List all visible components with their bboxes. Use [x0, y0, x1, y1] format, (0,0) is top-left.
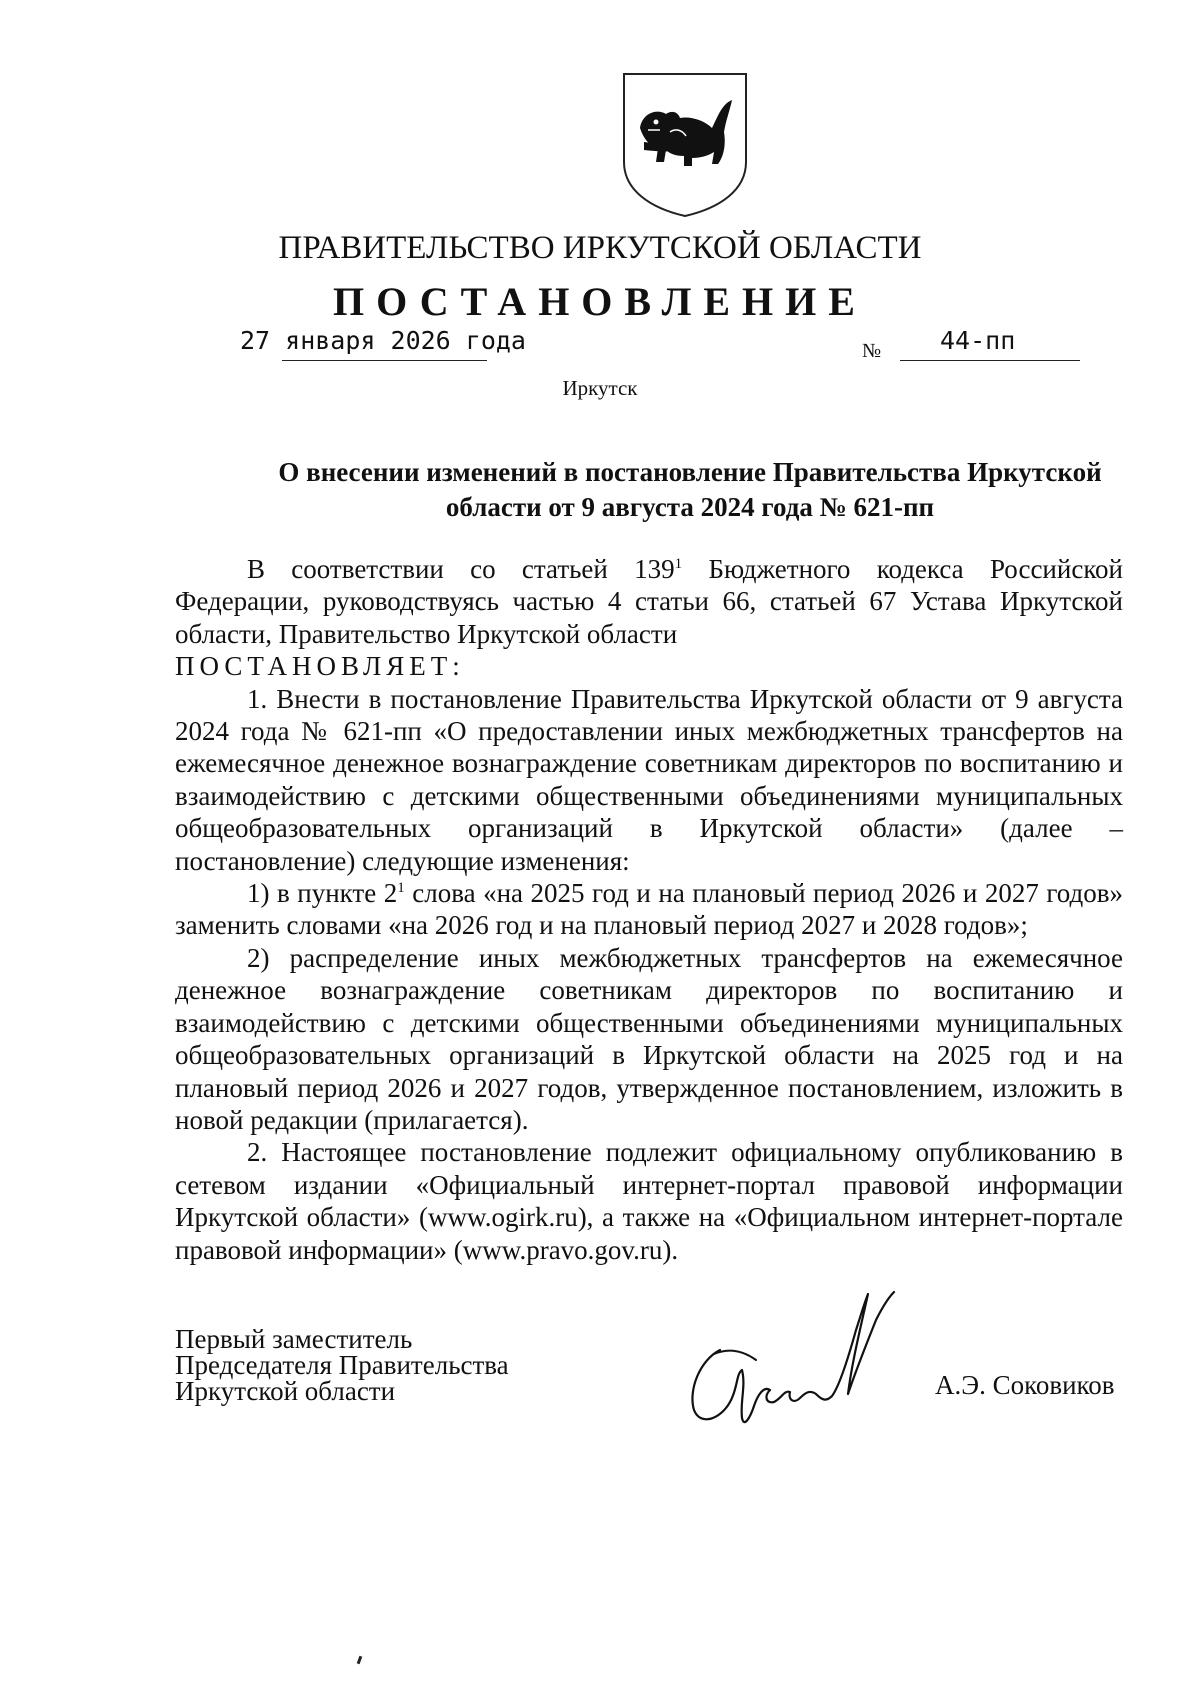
preamble-text-b: Бюджетного кодекса Российской Федерации, руководствуясь частью 4 статьи 66, статьей 67 Устава Иркутской области, Правительство Иркутской области	[175, 554, 1124, 649]
subitem-2: 2) распределение иных межбюджетных трансфертов на ежемесячное денежное вознаграждение советникам директоров по воспитанию и взаимодействию с детскими общественными объединениями муниципальных общеобразовательных организаций в Иркутской области на 2025 год и на плановый период 2026 и 2027 годов, утвержденное постановлением, изложить в новой редакции (прилагается).	[175, 942, 1123, 1135]
coat-of-arms-icon	[620, 70, 750, 218]
preamble-text-a: В соответствии со статьей 139	[247, 554, 675, 584]
subitem-1-text-b: слова «на 2025 год и на плановый период 2026 и 2027 годов» заменить словами «на 2026 год и на плановый период 2027 и 2028 годов»;	[175, 878, 1124, 941]
document-date: 27 января 2026 года	[240, 326, 526, 355]
number-sign: №	[862, 340, 882, 362]
document-number: 44-пп	[940, 326, 1016, 355]
preamble-superscript: 1	[674, 556, 683, 572]
handwritten-signature	[680, 1290, 910, 1430]
item-1: 1. Внести в постановление Правительства Иркутской области от 9 августа 2024 года № 621-пп «О предоставлении иных межбюджетных трансфертов на ежемесячное денежное вознаграждение советникам директоров по воспитанию и взаимодействию с детскими общественными объединениями муниципальных общеобразовательных организаций в Иркутской области» (далее – постановление) следующие изменения:	[175, 683, 1123, 876]
scan-speck	[357, 1656, 363, 1665]
item-2: 2. Настоящее постановление подлежит официальному опубликованию в сетевом издании «Официальный интернет-портал правовой информации Иркутской области» (www.ogirk.ru), а также на «Официальном интернет-портале правовой информации» (www.pravo.gov.ru).	[175, 1137, 1123, 1265]
position-line-1: Первый заместитель	[175, 1324, 413, 1354]
number-underline	[900, 360, 1080, 361]
title-line-1: О внесении изменений в постановление Правительства Иркутской	[278, 457, 1102, 487]
position-line-3: Иркутской области	[175, 1376, 396, 1406]
subitem-1	[175, 877, 1123, 942]
document-type: ПОСТАНОВЛЕНИЕ	[333, 279, 867, 324]
document-title	[240, 455, 1140, 525]
subitem-1-superscript: 1	[397, 880, 405, 897]
title-line-2: области от 9 августа 2024 года № 621-пп	[445, 492, 935, 522]
government-name: ПРАВИТЕЛЬСТВО ИРКУТСКОЙ ОБЛАСТИ	[278, 230, 922, 266]
resolves: ПОСТАНОВЛЯЕТ:	[175, 651, 465, 682]
date-underline	[282, 360, 487, 361]
position-line-2: Председателя Правительства	[175, 1350, 509, 1380]
signer-name: А.Э. Соковиков	[935, 1370, 1115, 1400]
document-body	[175, 553, 1123, 1266]
signer-position	[175, 1326, 509, 1404]
subitem-1-text-a: 1) в пункте 2	[247, 878, 398, 909]
preamble	[175, 553, 1123, 650]
city: Иркутск	[562, 376, 638, 400]
